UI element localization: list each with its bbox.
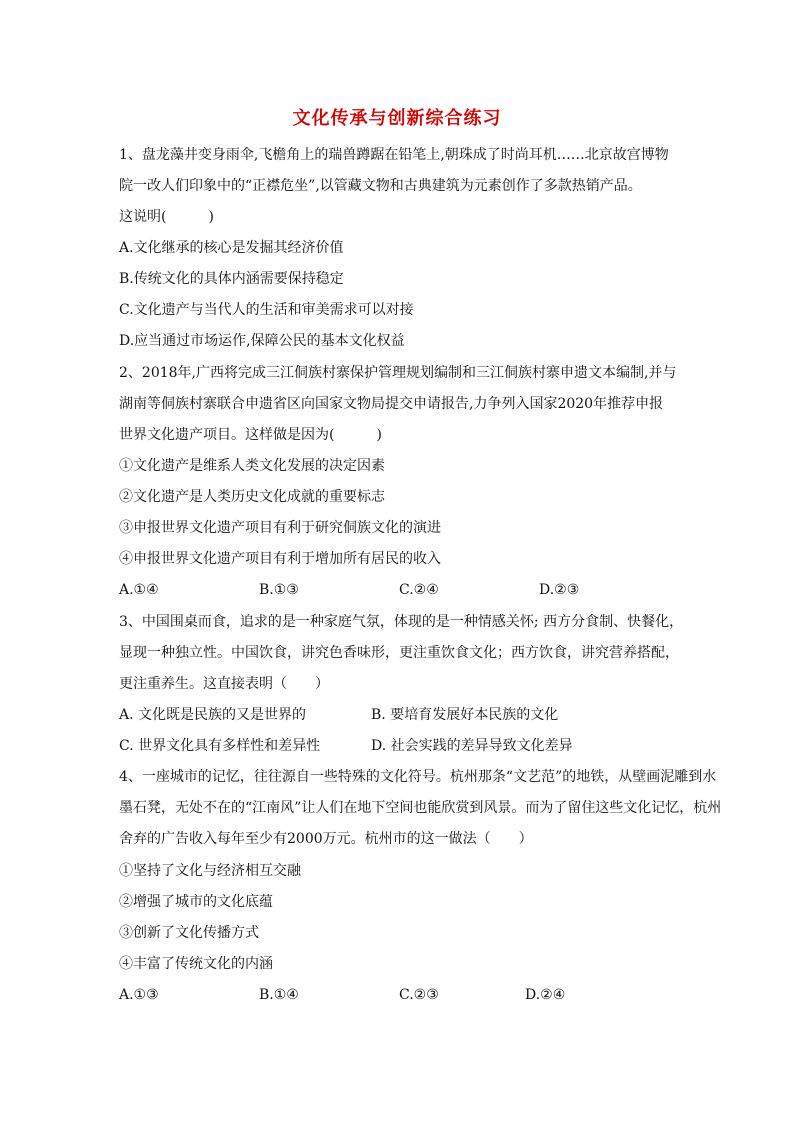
q3-option-a: A. 文化既是民族的又是世界的 <box>119 707 307 723</box>
q2-option-d: D.②③ <box>539 582 580 598</box>
q3-option-d: D. 社会实践的差异导致文化差异 <box>371 738 573 754</box>
q3-stem-line-2: 显现一种独立性。中国饮食，讲究色香味形，更注重饮食文化；西方饮食，讲究营养搭配， <box>119 645 679 661</box>
q2-stem-line-3: 世界文化遗产项目。这样做是因为( ) <box>119 427 382 443</box>
q4-statement-3: ③创新了文化传播方式 <box>119 925 259 941</box>
q2-option-c: C.②④ <box>399 582 439 598</box>
q4-option-b: B.①④ <box>259 987 299 1003</box>
q3-stem-line-1: 3、中国围桌而食，追求的是一种家庭气氛，体现的是一种情感关怀; 西方分食制、快餐化， <box>119 614 684 630</box>
q1-stem-line-1: 1、盘龙藻井变身雨伞,飞檐角上的瑞兽蹲踞在铅笔上,朝珠成了时尚耳机……北京故宫博物 <box>119 147 669 163</box>
q4-option-a: A.①③ <box>119 987 159 1003</box>
q2-option-b: B.①③ <box>259 582 299 598</box>
q2-statement-3: ③申报世界文化遗产项目有利于研究侗族文化的演进 <box>119 520 441 536</box>
q4-option-d: D.②④ <box>525 987 566 1003</box>
q2-statement-1: ①文化遗产是维系人类文化发展的决定因素 <box>119 458 385 474</box>
q1-stem-line-3: 这说明( ) <box>119 209 214 225</box>
q4-stem-line-3: 舍弃的广告收入每年至少有2000万元。杭州市的这一做法（ ） <box>119 831 533 847</box>
q2-statement-2: ②文化遗产是人类历史文化成就的重要标志 <box>119 489 385 505</box>
q4-statement-2: ②增强了城市的文化底蕴 <box>119 894 273 910</box>
q3-option-c: C. 世界文化具有多样性和差异性 <box>119 738 321 754</box>
q4-stem-line-2: 墨石凳，无处不在的“江南风”让人们在地下空间也能欣赏到风景。而为了留住这些文化记忆，杭州 <box>119 800 722 816</box>
q4-option-c: C.②③ <box>399 987 439 1003</box>
q1-stem-line-2: 院一改人们印象中的“正襟危坐”,以管藏文物和古典建筑为元素创作了多款热销产品。 <box>119 178 642 194</box>
q3-stem-line-3: 更注重养生。这直接表明（ ） <box>119 676 329 692</box>
q2-statement-4: ④申报世界文化遗产项目有利于增加所有居民的收入 <box>119 551 441 567</box>
q1-option-b: B.传统文化的具体内涵需要保持稳定 <box>119 271 344 287</box>
q3-option-b: B. 要培育发展好本民族的文化 <box>371 707 559 723</box>
q1-option-c: C.文化遗产与当代人的生活和审美需求可以对接 <box>119 302 414 318</box>
q2-stem-line-2: 湖南等侗族村寨联合申遗省区向国家文物局提交申请报告,力争列入国家2020年推荐申报 <box>119 396 664 412</box>
q2-option-a: A.①④ <box>119 582 159 598</box>
q2-stem-line-1: 2、2018年,广西将完成三江侗族村寨保护管理规划编制和三江侗族村寨申遗文本编制,并与 <box>119 365 677 381</box>
q1-option-a: A.文化继承的核心是发掘其经济价值 <box>119 240 344 256</box>
page-title: 文化传承与创新综合练习 <box>292 108 502 129</box>
q4-statement-1: ①坚持了文化与经济相互交融 <box>119 863 301 879</box>
q4-stem-line-1: 4、一座城市的记忆，往往源自一些特殊的文化符号。杭州那条“文艺范”的地铁，从壁画泥雕到水 <box>119 769 717 785</box>
q4-statement-4: ④丰富了传统文化的内涵 <box>119 956 273 972</box>
q1-option-d: D.应当通过市场运作,保障公民的基本文化权益 <box>119 333 405 349</box>
